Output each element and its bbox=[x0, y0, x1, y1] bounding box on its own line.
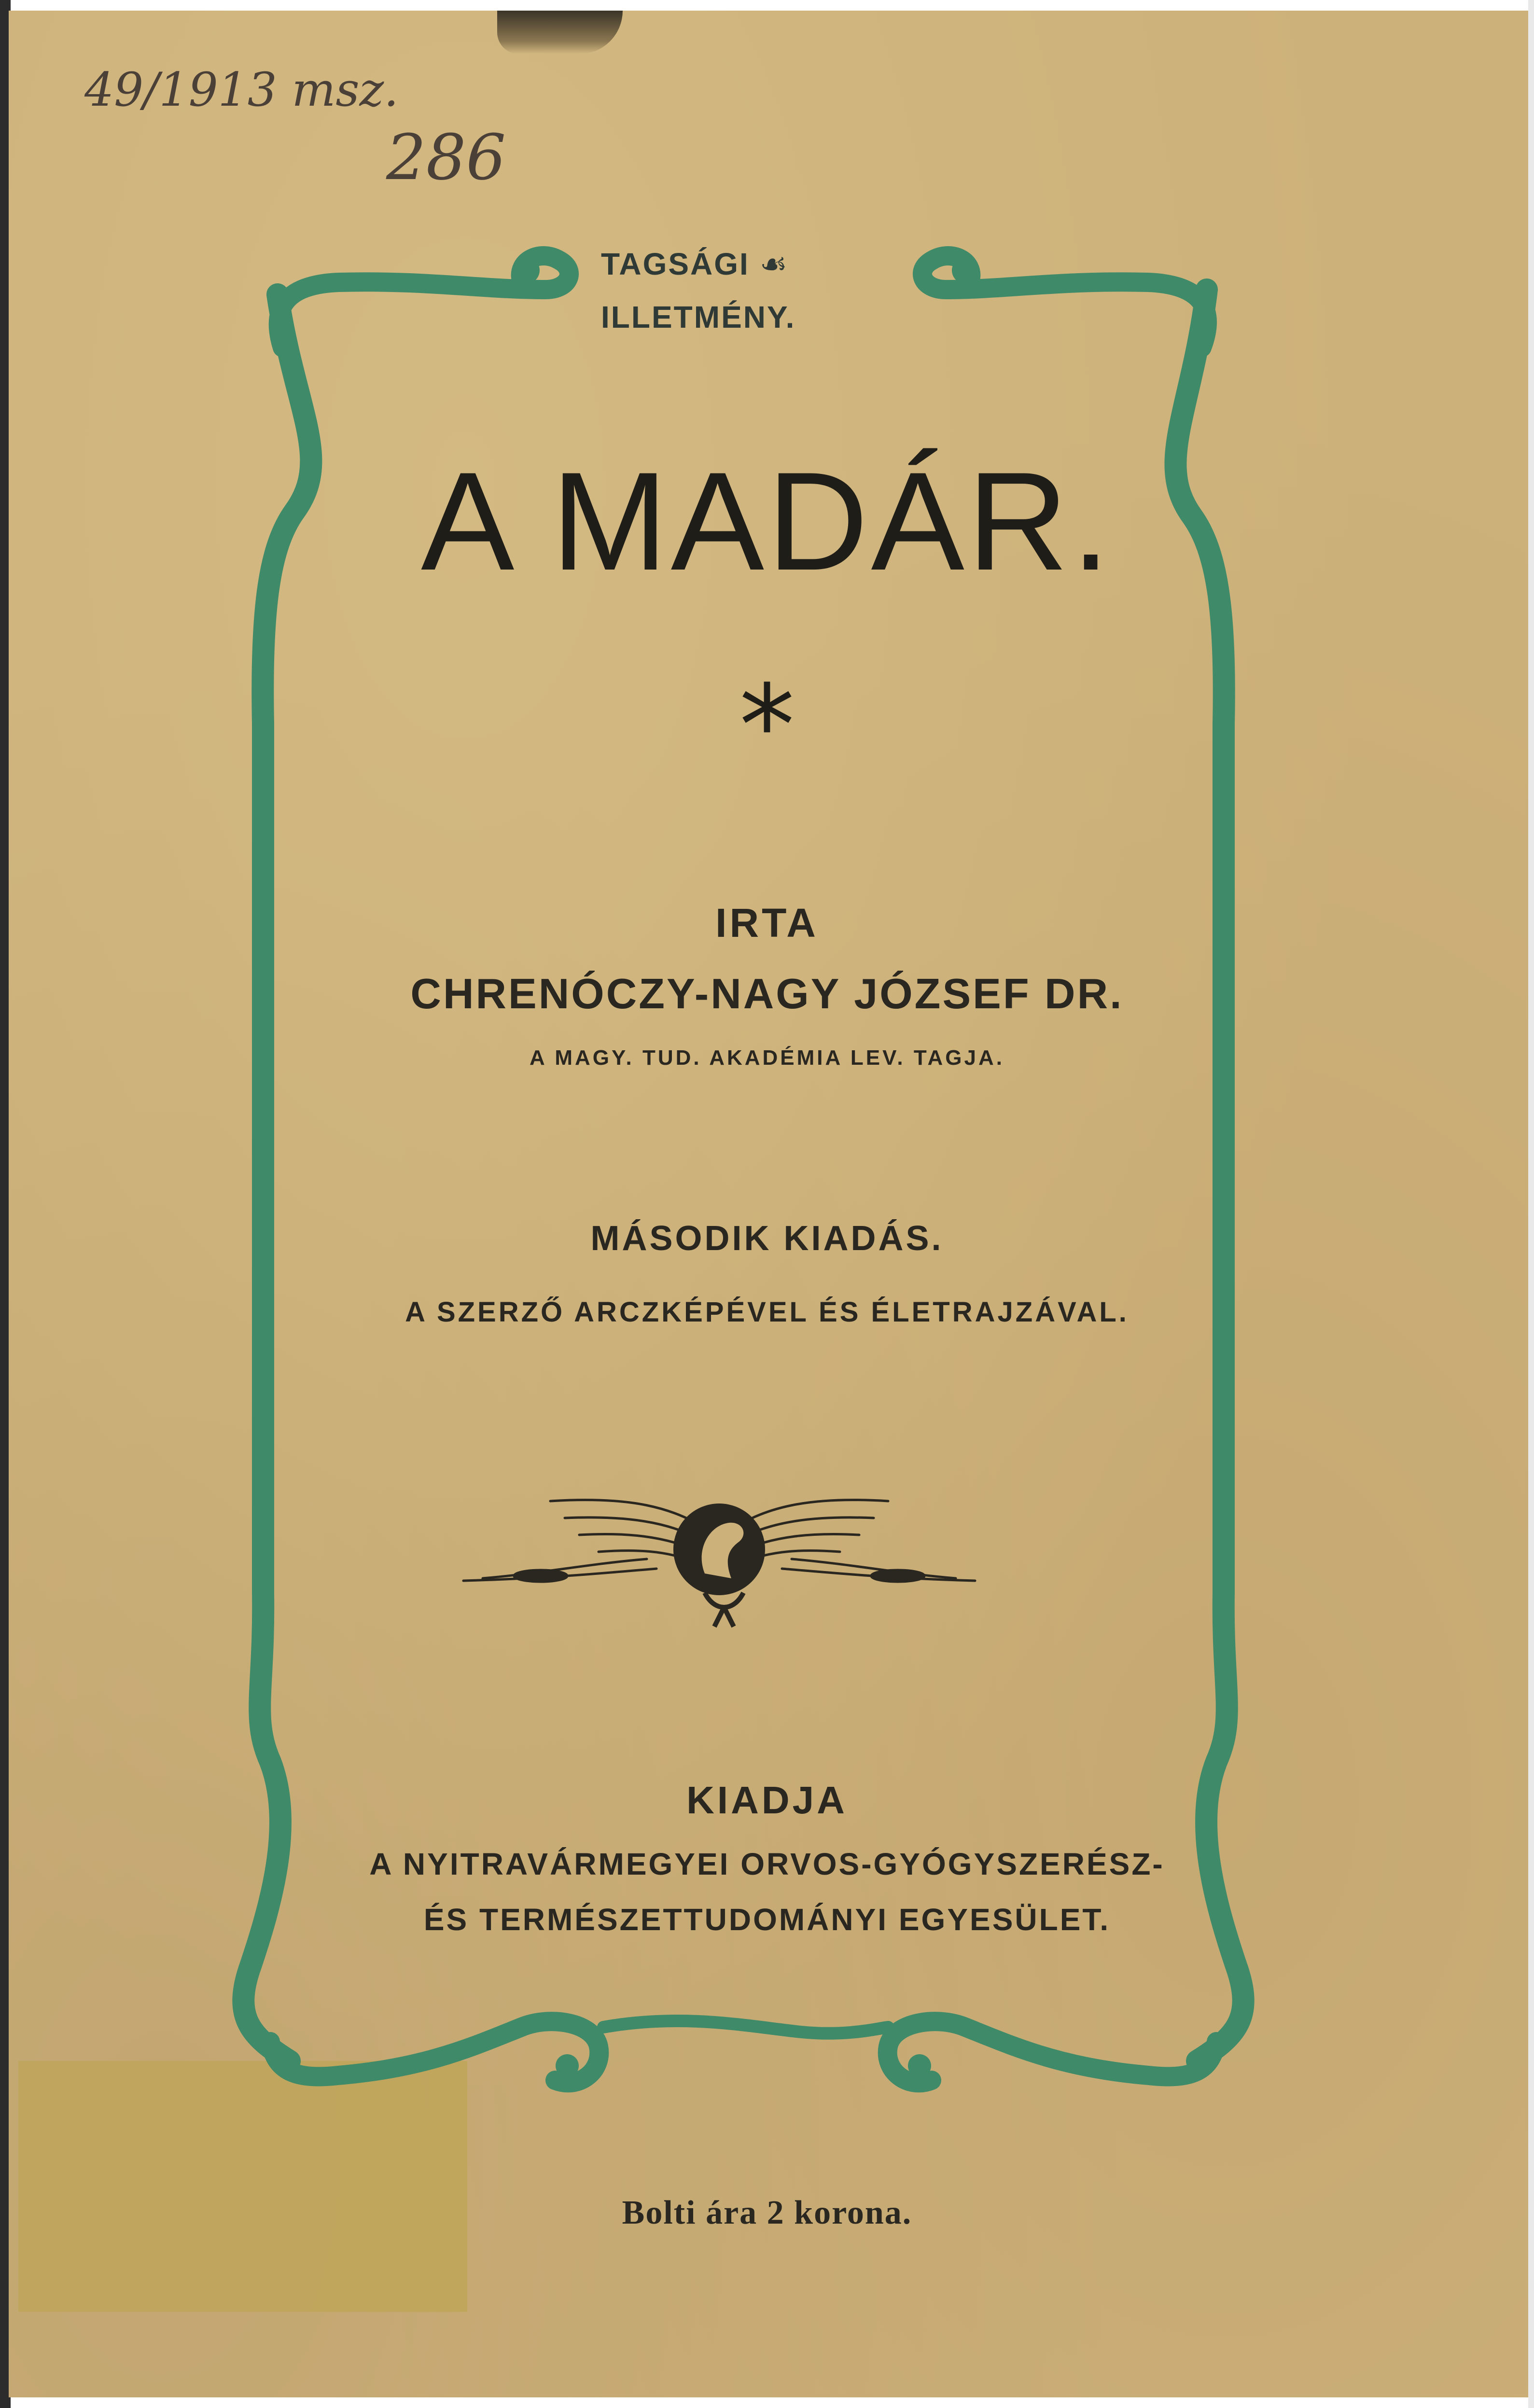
publisher-label: KIADJA bbox=[686, 1779, 848, 1822]
membership-line-2: ILLETMÉNY. bbox=[601, 300, 796, 334]
membership-line-1: TAGSÁGI ☙ bbox=[601, 247, 789, 281]
leaf-ornament-icon: ☙ bbox=[759, 247, 789, 281]
publisher-line-1: A NYITRAVÁRMEGYEI ORVOS-GYÓGYSZERÉSZ- bbox=[369, 1847, 1165, 1881]
author-name: CHRENÓCZY-NAGY JÓZSEF DR. bbox=[410, 970, 1124, 1017]
written-by-label: IRTA bbox=[715, 900, 819, 946]
edition-note: A SZERZŐ ARCZKÉPÉVEL ÉS ÉLETRAJZÁVAL. bbox=[405, 1296, 1129, 1328]
publisher-line-2: ÉS TERMÉSZETTUDOMÁNYI EGYESÜLET. bbox=[423, 1902, 1111, 1937]
price-note: Bolti ára 2 korona. bbox=[622, 2194, 912, 2231]
edition-label: MÁSODIK KIADÁS. bbox=[590, 1219, 944, 1258]
handwritten-number: 286 bbox=[386, 121, 506, 194]
author-affiliation: A MAGY. TUD. AKADÉMIA LEV. TAGJA. bbox=[530, 1046, 1004, 1070]
pelican-emblem-icon bbox=[454, 1477, 985, 1636]
handwritten-accession: 49/1913 msz. bbox=[84, 63, 399, 117]
asterisk-ornament: * bbox=[739, 662, 795, 791]
book-title: A MADÁR. bbox=[421, 443, 1113, 599]
